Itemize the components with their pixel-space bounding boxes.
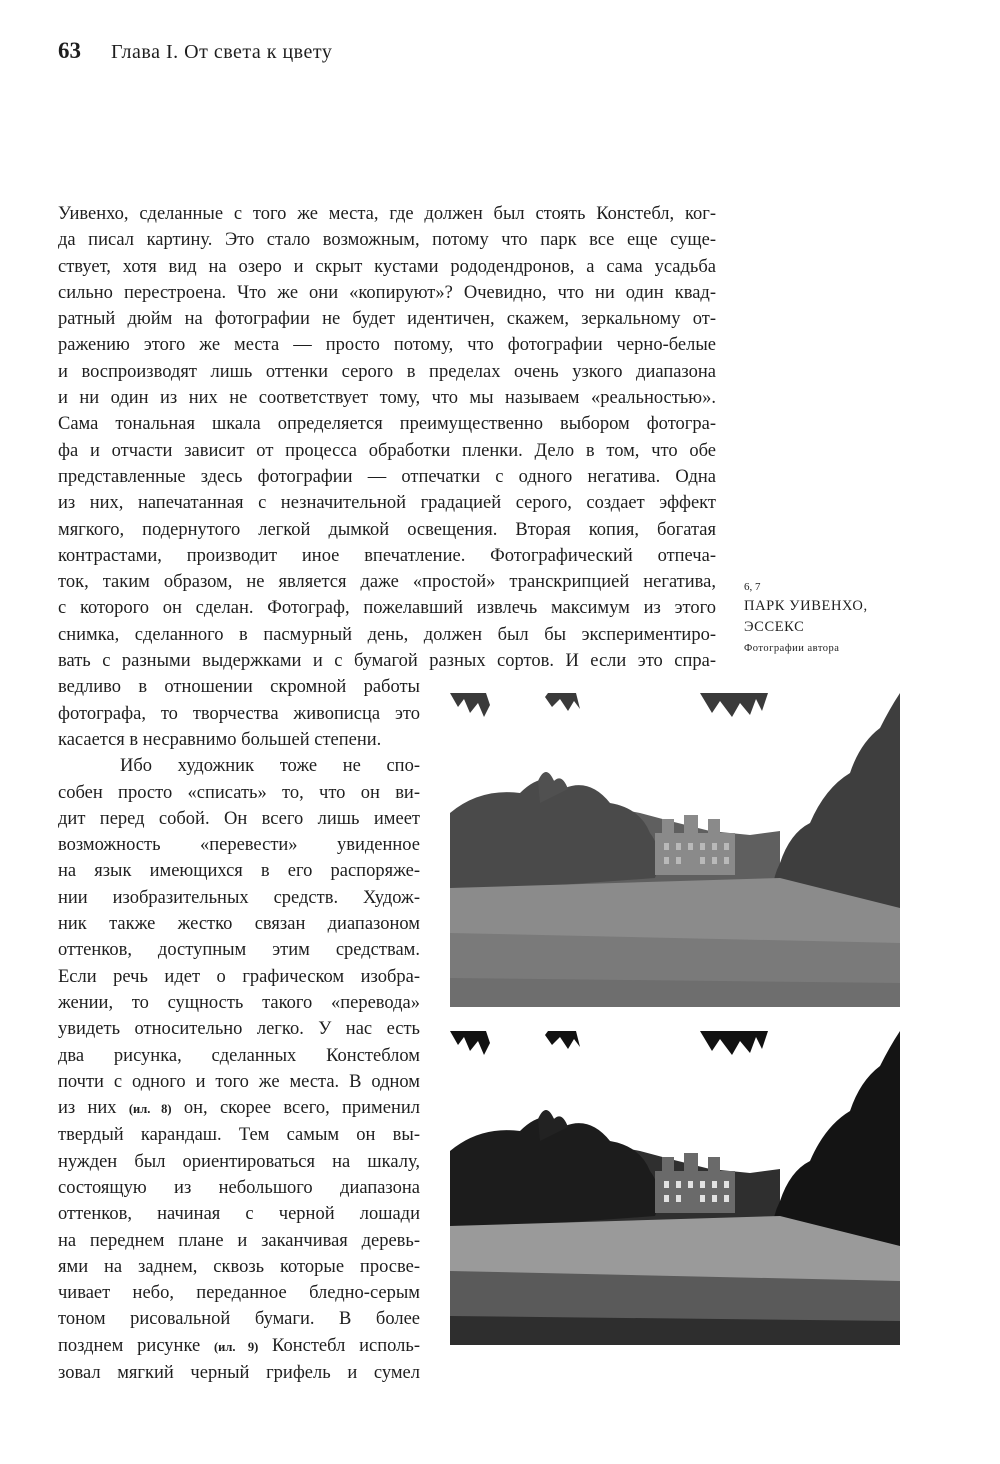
text-line: Уивенхо, сделанные с того же места, где должен был стоять Констебл, ког- (58, 204, 716, 224)
text-line: да писал картину. Это стало возможным, потому что парк все еще суще- (58, 230, 716, 251)
text-line: из них, напечатанная с незначительной градацией серого, создает эффект (58, 493, 716, 514)
text-line: Ибо художник тоже не спо- (120, 756, 420, 777)
text-line: нии изобразительных средств. Худож- (58, 887, 420, 908)
text-line: твердый карандаш. Тем самым он вы- (58, 1125, 420, 1146)
running-head (58, 38, 332, 70)
narrow-paragraph (58, 674, 420, 1386)
text-line: Если речь идет о графическом изобра- (58, 966, 420, 987)
text-line: мягкого, подернутого легкой дымкой освещения. Вторая копия, богатая (58, 519, 716, 540)
text-line: жении, то сущность такого «перевода» (58, 992, 420, 1013)
caption-number: 6, 7 (744, 581, 761, 593)
text-line: на язык имеющихся в его распоряже- (58, 861, 420, 882)
text-line: и воспроизводят лишь оттенки серого в пределах очень узкого диапазона (58, 361, 716, 382)
text-line: сильно перестроена. Что же они «копируют»? Очевидно, что ни один квад- (58, 282, 716, 303)
caption-credit: Фотографии автора (744, 643, 840, 654)
text-line: ствует, хотя вид на озеро и скрыт кустами рододендронов, а сама усадьба (58, 256, 716, 277)
text-line: с которого он сделан. Фотограф, пожелавший извлечь максимум из этого (58, 598, 716, 619)
figure-caption (744, 578, 974, 658)
text-line: два рисунка, сделанных Констеблом (58, 1045, 420, 1066)
park-photo-soft (450, 693, 900, 1007)
illustration-ref-9: (ил. 9) (214, 1339, 259, 1354)
text-line: возможность «перевести» увиденное (58, 835, 420, 856)
text-line: ведливо в отношении скромной работы (58, 677, 420, 698)
text-line: зовал мягкий черный грифель и сумел (58, 1363, 420, 1384)
text-line-with-ref: из них (ил. 8) он, скорее всего, применил (58, 1098, 420, 1119)
text-line: фотографа, то творчества живописца это (58, 703, 420, 724)
text-line: увидеть относительно легко. У нас есть (58, 1019, 420, 1040)
caption-title-line-1: ПАРК УИВЕНХО, (744, 598, 868, 614)
chapter-title: Глава I. От света к цвету (111, 41, 333, 63)
text-line: ями на заднем, сквозь которые просве- (58, 1256, 420, 1277)
caption-title-line-2: ЭССЕКС (744, 619, 805, 635)
text-line: касается в несравнимо большей степени. (58, 729, 382, 750)
text-line-with-ref: позднем рисунке (ил. 9) Констебл исполь- (58, 1335, 420, 1356)
text-line: оттенков, начиная с черной лошади (58, 1204, 420, 1225)
text-line: чивает небо, переданное бледно-серым (58, 1283, 420, 1304)
page-number: 63 (58, 38, 81, 63)
text-line: и ни один из них не соответствует тому, что мы называем «реальностью». (58, 388, 716, 409)
text-line: снимка, сделанного в пасмурный день, должен был бы экспериментиро- (58, 624, 716, 645)
wide-paragraph (58, 201, 716, 674)
text-line: почти с одного и того же места. В одном (58, 1071, 420, 1092)
text-line: собен просто «списать» то, что он ви- (58, 782, 420, 803)
illustration-ref-8: (ил. 8) (128, 1102, 172, 1117)
text-line: Сама тональная шкала определяется преимущественно выбором фотогра- (58, 414, 716, 435)
text-line: нужден был ориентироваться на шкалу, (58, 1151, 420, 1172)
text-line: ник также жестко связан диапазоном (58, 914, 420, 935)
park-photo-contrast-drawing (450, 1031, 900, 1345)
text-line: тоном рисовальной бумаги. В более (58, 1309, 420, 1330)
text-line: ток, таким образом, не является даже «простой» транскрипцией негатива, (58, 572, 716, 593)
text-line: состоящую из небольшого диапазона (58, 1177, 420, 1198)
text-line: контрастами, производит иное впечатление. Фотографический отпеча- (58, 545, 716, 566)
text-line: на переднем плане и заканчивая деревь- (58, 1230, 420, 1251)
park-photo-contrast (450, 1031, 900, 1345)
text-line: ражению этого же места — просто потому, что фотографии черно-белые (58, 335, 716, 356)
text-line: оттенков, доступным этим средствам. (58, 940, 420, 961)
text-line: ратный дюйм на фотографии не будет идентичен, скажем, зеркальному от- (58, 309, 716, 330)
text-line: дит перед собой. Он всего лишь имеет (58, 808, 420, 829)
text-line: фа и отчасти зависит от процесса обработки пленки. Дело в том, что обе (58, 440, 716, 461)
text-line: представленные здесь фотографии — отпечатки с одного негатива. Одна (58, 466, 716, 487)
park-photo-soft-drawing (450, 693, 900, 1007)
text-line: вать с разными выдержками и с бумагой разных сортов. И если это спра- (58, 651, 716, 672)
